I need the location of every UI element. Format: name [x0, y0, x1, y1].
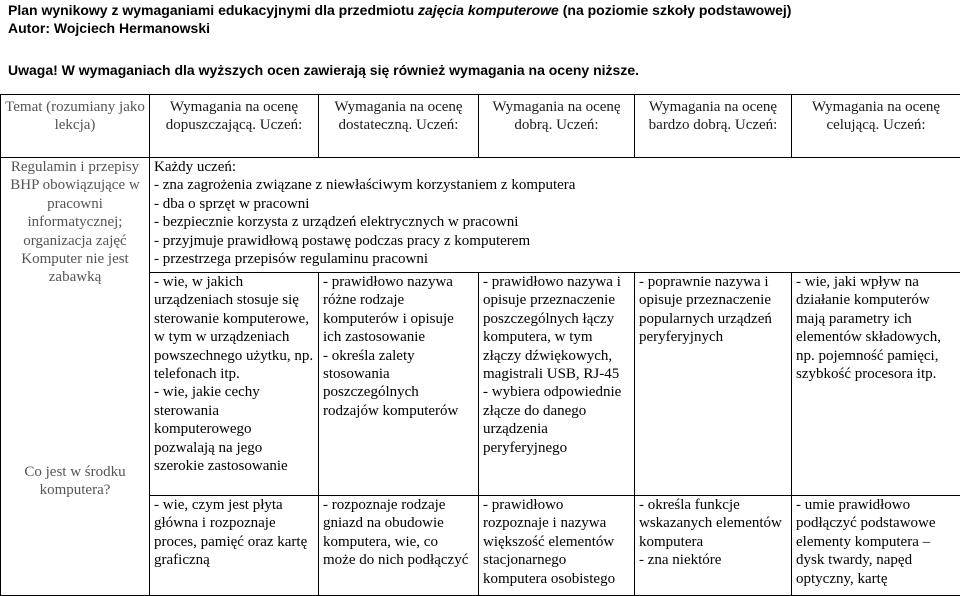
cell-grade-5: - określa funkcje wskazanych elementów komputera - zna niektóre [635, 496, 792, 596]
list-item: - zna zagrożenia związane z niewłaściwym korzystaniem z komputera [154, 176, 956, 194]
document-title [8, 2, 791, 19]
header-grade-4: Wymagania na ocenę dobrą. Uczeń: [479, 95, 635, 158]
cell-grade-5: - poprawnie nazywa i opisuje przeznaczenie popularnych urządzeń peryferyjnych [635, 273, 792, 496]
common-requirements-cell [150, 158, 960, 273]
cell-grade-2: - wie, w jakich urządzeniach stosuje się sterowanie komputerowe, w tym w urządzeniach powszechnego użytku, np. telefonach itp. - wie, jakie cechy sterowania komputerowego pozwalają na jego szerokie zastosowanie [150, 273, 319, 496]
topic-line: Co jest w środku komputera? [5, 463, 145, 500]
header-grade-6: Wymagania na ocenę celującą. Uczeń: [792, 95, 960, 158]
cell-grade-4: - prawidłowo nazywa i opisuje przeznaczenie poszczególnych łączy komputera, w tym złączy dźwiękowych, magistrali USB, RJ-45 - wybiera odpowiednie złącze do danego urządzenia peryferyjnego [479, 273, 635, 496]
topic-line: Regulamin i przepisy BHP obowiązujące w pracowni informatycznej; organizacja zajęć [5, 158, 145, 250]
title-part: Plan wynikowy z wymaganiami edukacyjnymi dla przedmiotu [8, 2, 418, 18]
cell-grade-2: - wie, czym jest płyta główna i rozpoznaje proces, pamięć oraz kartę graficzną [150, 496, 319, 596]
header-topic: Temat (rozumiany jako lekcja) [1, 95, 150, 158]
title-subject: zajęcia komputerowe [418, 2, 559, 18]
list-item: - bezpiecznie korzysta z urządzeń elektrycznych w pracowni [154, 213, 956, 231]
table-row [1, 158, 960, 273]
list-item: - przestrzega przepisów regulaminu pracowni [154, 250, 956, 268]
cell-grade-3: - prawidłowo nazywa różne rodzaje komputerów i opisuje ich zastosowanie - określa zalety stosowania poszczególnych rodzajów komputerów [319, 273, 479, 496]
table-header-row [1, 95, 960, 158]
topic-cell [1, 158, 150, 596]
cell-grade-3: - rozpoznaje rodzaje gniazd na obudowie komputera, wie, co może do nich podłączyć [319, 496, 479, 596]
cell-grade-4: - prawidłowo rozpoznaje i nazywa większość elementów stacjonarnego komputera osobistego [479, 496, 635, 596]
requirements-table [0, 94, 960, 596]
header-grade-5: Wymagania na ocenę bardzo dobrą. Uczeń: [635, 95, 792, 158]
list-item: - przyjmuje prawidłową postawę podczas pracy z komputerem [154, 232, 956, 250]
list-item: - dba o sprzęt w pracowni [154, 195, 956, 213]
note-line: Uwaga! W wymaganiach dla wyższych ocen zawierają się również wymagania na oceny niższe. [8, 62, 639, 79]
title-part: (na poziomie szkoły podstawowej) [559, 2, 792, 18]
header-grade-3: Wymagania na ocenę dostateczną. Uczeń: [319, 95, 479, 158]
header-grade-2: Wymagania na ocenę dopuszczającą. Uczeń: [150, 95, 319, 158]
cell-grade-6: - wie, jaki wpływ na działanie komputerów mają parametry ich elementów składowych, np. pojemność pamięci, szybkość procesora itp. [792, 273, 960, 496]
topic-line: Komputer nie jest zabawką [5, 250, 145, 287]
author-line: Autor: Wojciech Hermanowski [8, 20, 210, 37]
cell-grade-6: - umie prawidłowo podłączyć podstawowe elementy komputera – dysk twardy, napęd optyczny, kartę [792, 496, 960, 596]
common-intro: Każdy uczeń: [154, 158, 956, 176]
